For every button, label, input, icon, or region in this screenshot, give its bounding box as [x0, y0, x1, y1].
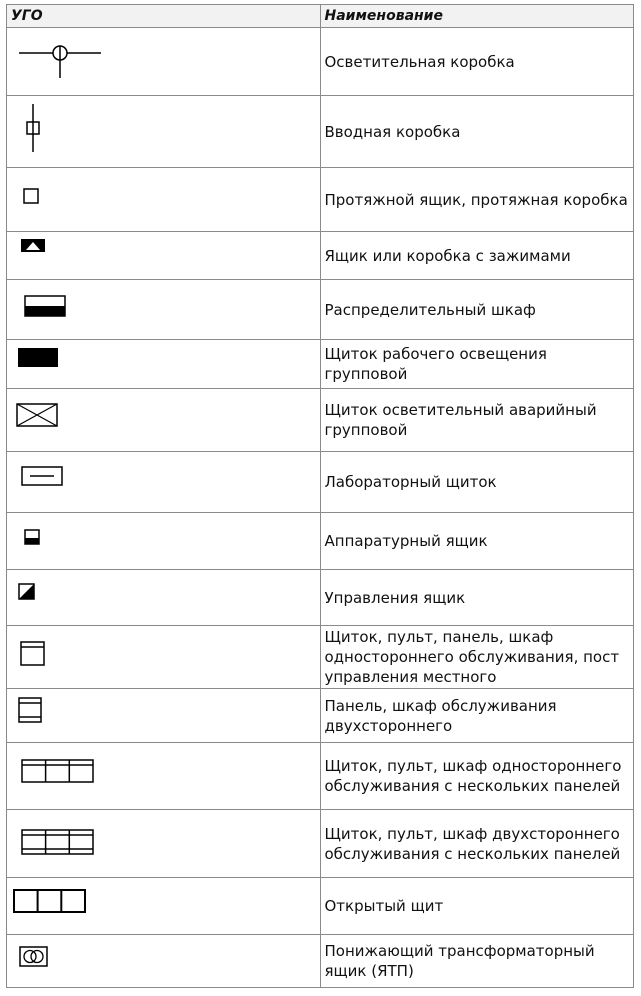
table-row [7, 168, 634, 232]
table-header-row [7, 5, 634, 28]
table-row [7, 878, 634, 935]
double-side-multi-panel-icon [7, 810, 108, 878]
table-row [7, 452, 634, 513]
row-name: Протяжной ящик, протяжная коробка [320, 168, 634, 232]
symbols-table [6, 4, 634, 988]
table-row [7, 232, 634, 280]
row-name: Щиток рабочего освещения групповой [320, 340, 634, 389]
step-down-transformer-box-icon [7, 935, 108, 988]
apparatus-box-icon [7, 513, 108, 570]
open-board-icon [7, 878, 108, 935]
table-row [7, 626, 634, 689]
row-name: Лабораторный щиток [320, 452, 634, 513]
table-row [7, 743, 634, 810]
lab-panel-icon [7, 452, 108, 513]
input-box-icon [7, 96, 108, 168]
row-name: Управления ящик [320, 570, 634, 626]
table-row [7, 340, 634, 389]
table-row [7, 513, 634, 570]
row-name: Щиток, пульт, шкаф одностороннего обслуживания с нескольких панелей [320, 743, 634, 810]
row-name: Щиток, пульт, шкаф двухстороннего обслуживания с нескольких панелей [320, 810, 634, 878]
row-name: Понижающий трансформаторный ящик (ЯТП) [320, 935, 634, 988]
lighting-box-icon [7, 28, 108, 96]
row-name: Открытый щит [320, 878, 634, 935]
row-name: Аппаратурный ящик [320, 513, 634, 570]
header-name: Наименование [320, 5, 634, 28]
row-name: Осветительная коробка [320, 28, 634, 96]
table-row [7, 935, 634, 988]
row-name: Ящик или коробка с зажимами [320, 232, 634, 280]
single-side-panel-icon [7, 626, 108, 689]
control-box-icon [7, 570, 108, 626]
table-row [7, 570, 634, 626]
distribution-cabinet-icon [7, 280, 108, 340]
header-symbol: УГО [7, 5, 321, 28]
row-name: Вводная коробка [320, 96, 634, 168]
table-row [7, 689, 634, 743]
terminal-box-icon [7, 232, 108, 280]
table-row [7, 96, 634, 168]
pull-box-icon [7, 168, 108, 232]
emergency-panel-icon [7, 389, 108, 452]
table-row [7, 389, 634, 452]
row-name: Панель, шкаф обслуживания двухстороннего [320, 689, 634, 743]
row-name: Щиток, пульт, панель, шкаф одностороннего обслуживания, пост управления местного [320, 626, 634, 689]
double-side-panel-icon [7, 689, 108, 743]
table-row [7, 28, 634, 96]
row-name: Распределительный шкаф [320, 280, 634, 340]
single-side-multi-panel-icon [7, 743, 108, 810]
row-name: Щиток осветительный аварийный групповой [320, 389, 634, 452]
table-row [7, 280, 634, 340]
lighting-panel-icon [7, 340, 108, 389]
table-row [7, 810, 634, 878]
